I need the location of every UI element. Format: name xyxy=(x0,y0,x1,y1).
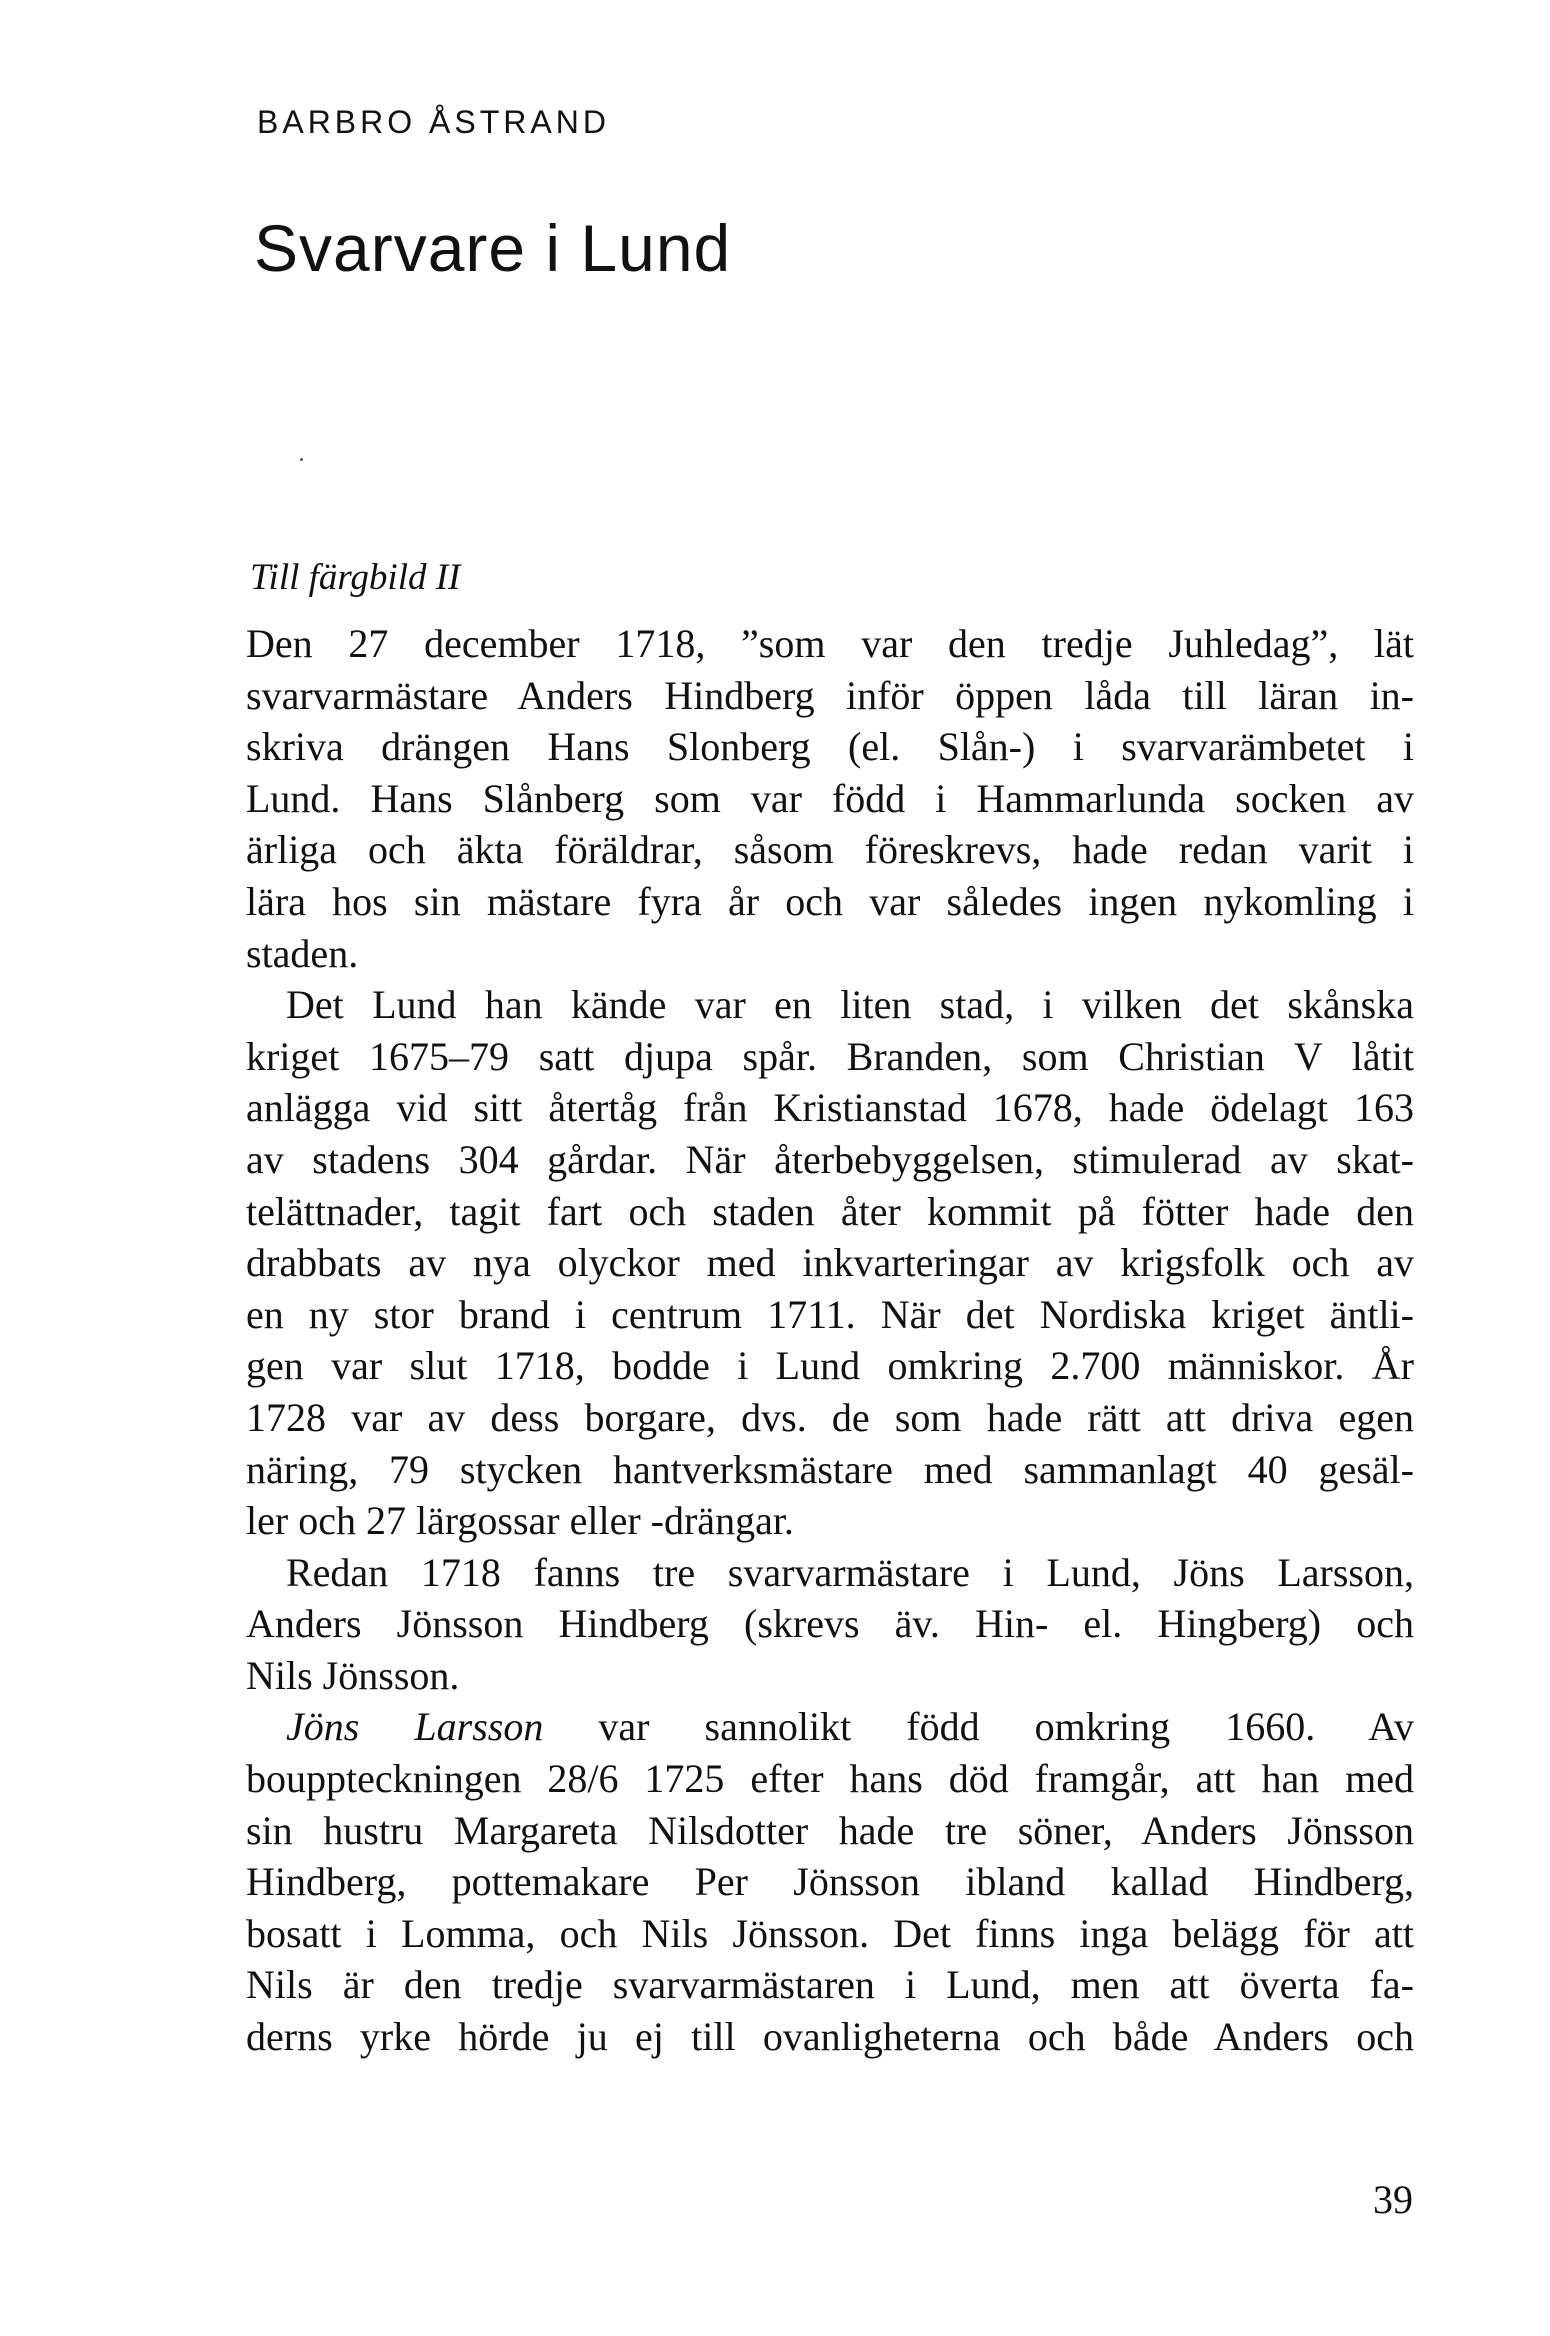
text-line: lära hos sin mästare fyra år och var således ingen nykomling i xyxy=(246,878,1414,924)
text-line-rest: var sannolikt född omkring 1660. Av xyxy=(598,1704,1415,1750)
text-line: sin hustru Margareta Nilsdotter hade tre söner, Anders Jönsson xyxy=(246,1807,1414,1853)
text-line: Nils Jönsson. xyxy=(246,1652,460,1698)
italic-person-name: Jöns Larsson xyxy=(286,1704,544,1750)
text-line: Redan 1718 fanns tre svarvarmästare i Lund, Jöns Larsson, xyxy=(286,1549,1414,1595)
text-line: anlägga vid sitt återtåg från Kristianstad 1678, hade ödelagt 163 xyxy=(246,1085,1414,1131)
text-line: bouppteckningen 28/6 1725 efter hans död framgår, att han med xyxy=(246,1756,1414,1802)
text-line: Nils är den tredje svarvarmästaren i Lund, men att överta fa- xyxy=(246,1962,1414,2008)
text-line: skriva drängen Hans Slonberg (el. Slån-) i svarvarämbetet i xyxy=(246,724,1414,770)
page-number: 39 xyxy=(1373,2177,1413,2222)
text-line: telättnader, tagit fart och staden åter kommit på fötter hade den xyxy=(246,1188,1414,1234)
text-line: derns yrke hörde ju ej till ovanligheterna och både Anders och xyxy=(246,2014,1414,2060)
text-line: Anders Jönsson Hindberg (skrevs äv. Hin- el. Hingberg) och xyxy=(246,1601,1414,1647)
author-name: BARBRO ÅSTRAND xyxy=(257,104,610,140)
text-line: staden. xyxy=(246,930,359,976)
text-line: gen var slut 1718, bodde i Lund omkring 2.700 människor. År xyxy=(246,1343,1414,1389)
article-title: Svarvare i Lund xyxy=(254,211,732,285)
text-line: svarvarmästare Anders Hindberg inför öppen låda till läran in- xyxy=(246,672,1414,718)
text-line: ärliga och äkta föräldrar, såsom föreskrevs, hade redan varit i xyxy=(246,827,1414,873)
text-line: av stadens 304 gårdar. När återbebyggelsen, stimulerad av skat- xyxy=(246,1136,1414,1182)
text-line: Hindberg, pottemakare Per Jönsson ibland kallad Hindberg, xyxy=(246,1859,1414,1905)
text-line: ler och 27 lärgossar eller -drängar. xyxy=(246,1498,794,1544)
text-line: en ny stor brand i centrum 1711. När det Nordiska kriget äntli- xyxy=(246,1291,1414,1337)
text-line: Den 27 december 1718, ”som var den tredje Juhledag”, lät xyxy=(246,621,1414,666)
print-speck xyxy=(300,458,303,461)
body-text xyxy=(246,618,1414,2063)
text-line: Lund. Hans Slånberg som var född i Hammarlunda socken av xyxy=(246,775,1414,821)
text-line: drabbats av nya olyckor med inkvarteringar av krigsfolk och av xyxy=(246,1240,1414,1286)
text-line: Det Lund han kände var en liten stad, i vilken det skånska xyxy=(286,982,1414,1028)
text-line: 1728 var av dess borgare, dvs. de som hade rätt att driva egen xyxy=(246,1394,1414,1440)
figure-reference: Till färgbild II xyxy=(250,557,461,598)
text-line: bosatt i Lomma, och Nils Jönsson. Det finns inga belägg för att xyxy=(246,1910,1414,1956)
text-line: näring, 79 stycken hantverksmästare med sammanlagt 40 gesäl- xyxy=(246,1446,1414,1492)
text-line: kriget 1675–79 satt djupa spår. Branden, som Christian V låtit xyxy=(246,1033,1414,1079)
text-line xyxy=(246,1701,1414,1753)
